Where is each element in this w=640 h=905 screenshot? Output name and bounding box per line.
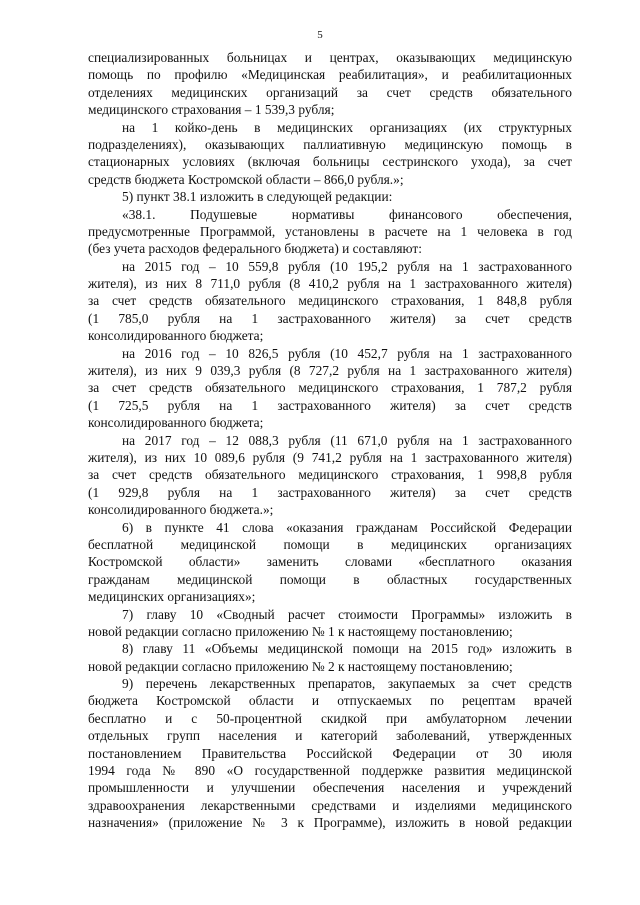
text-line: (1 785,0 рубля на 1 застрахованного жителя) за счет средств xyxy=(88,310,572,326)
text-line: 7) главу 10 «Сводный расчет стоимости Программы» изложить в xyxy=(122,606,572,622)
text-line: промышленности и улучшении обеспечения населения и учреждений xyxy=(88,780,572,796)
text-line: стационарных условиях (включая больницы сестринского ухода), за счет xyxy=(88,154,572,170)
text-line: жителя), из них 8 711,0 рубля (8 410,2 рубля на 1 застрахованного жителя) xyxy=(88,276,572,292)
text-line: консолидированного бюджета; xyxy=(88,328,264,344)
text-line: (без учета расходов федерального бюджета) и составляют: xyxy=(88,241,422,257)
text-line: отдельных групп населения и категорий заболеваний, утвержденных xyxy=(88,728,572,744)
text-line: жителя), из них 9 039,3 рубля (8 727,2 рубля на 1 застрахованного жителя) xyxy=(88,363,572,379)
text-line: (1 929,8 рубля на 1 застрахованного жителя) за счет средств xyxy=(88,484,572,500)
text-line: подразделениях), оказывающих паллиативную медицинскую помощь в xyxy=(88,136,572,152)
text-line: на 1 койко-день в медицинских организациях (их структурных xyxy=(122,119,572,135)
text-line: предусмотренные Программой, установлены в расчете на 1 человека в год xyxy=(88,223,572,239)
text-line: на 2016 год – 10 826,5 рубля (10 452,7 рубля на 1 застрахованного xyxy=(122,345,572,361)
text-line: на 2015 год – 10 559,8 рубля (10 195,2 рубля на 1 застрахованного xyxy=(122,258,572,274)
text-line: (1 725,5 рубля на 1 застрахованного жителя) за счет средств xyxy=(88,397,572,413)
page-number: 5 xyxy=(317,29,323,41)
text-line: отделениях медицинских организаций за счет средств обязательного xyxy=(88,84,572,100)
text-line: назначения» (приложение № 3 к Программе), изложить в новой редакции xyxy=(88,815,572,831)
text-line: новой редакции согласно приложению № 2 к настоящему постановлению; xyxy=(88,658,513,674)
text-line: средств бюджета Костромской области – 866,0 рубля.»; xyxy=(88,171,404,187)
text-line: за счет средств обязательного медицинского страхования, 1 998,8 рубля xyxy=(88,467,572,483)
text-line: бесплатной медицинской помощи в медицинских организациях xyxy=(88,536,572,552)
text-line: 6) в пункте 41 слова «оказания гражданам Российской Федерации xyxy=(122,519,572,535)
text-line: 9) перечень лекарственных препаратов, закупаемых за счет средств xyxy=(122,676,572,692)
text-line: жителя), из них 10 089,6 рубля (9 741,2 рубля на 1 застрахованного жителя) xyxy=(88,449,572,465)
text-line: «38.1. Подушевые нормативы финансового обеспечения, xyxy=(122,206,572,222)
text-line: постановлением Правительства Российской Федерации от 30 июля xyxy=(88,745,572,761)
text-line: 5) пункт 38.1 изложить в следующей редакции: xyxy=(122,189,393,205)
text-line: бесплатно и с 50-процентной скидкой при амбулаторном лечении xyxy=(88,710,572,726)
text-line: за счет средств обязательного медицинского страхования, 1 848,8 рубля xyxy=(88,293,572,309)
text-line: медицинского страхования – 1 539,3 рубля; xyxy=(88,102,335,118)
text-line: 1994 года № 890 «О государственной поддержке развития медицинской xyxy=(88,763,572,779)
text-line: помощь по профилю «Медицинская реабилитация», и реабилитационных xyxy=(88,67,572,83)
text-line: на 2017 год – 12 088,3 рубля (11 671,0 рубля на 1 застрахованного xyxy=(122,432,572,448)
text-line: специализированных больницах и центрах, оказывающих медицинскую xyxy=(88,50,572,65)
text-line: Костромской области» заменить словами «бесплатного оказания xyxy=(88,554,572,570)
text-line: 8) главу 11 «Объемы медицинской помощи на 2015 год» изложить в xyxy=(122,641,572,657)
text-line: бюджета Костромской области и отпускаемых по рецептам врачей xyxy=(88,693,572,709)
text-line: новой редакции согласно приложению № 1 к настоящему постановлению; xyxy=(88,623,513,639)
text-line: за счет средств обязательного медицинского страхования, 1 787,2 рубля xyxy=(88,380,572,396)
text-line: здравоохранения лекарственными средствами и изделиями медицинского xyxy=(88,797,572,813)
text-line: консолидированного бюджета; xyxy=(88,415,264,431)
text-line: медицинских организациях»; xyxy=(88,589,256,605)
document-body xyxy=(88,49,572,832)
text-line: гражданам медицинской помощи в областных государственных xyxy=(88,571,572,587)
text-line: консолидированного бюджета.»; xyxy=(88,502,274,518)
